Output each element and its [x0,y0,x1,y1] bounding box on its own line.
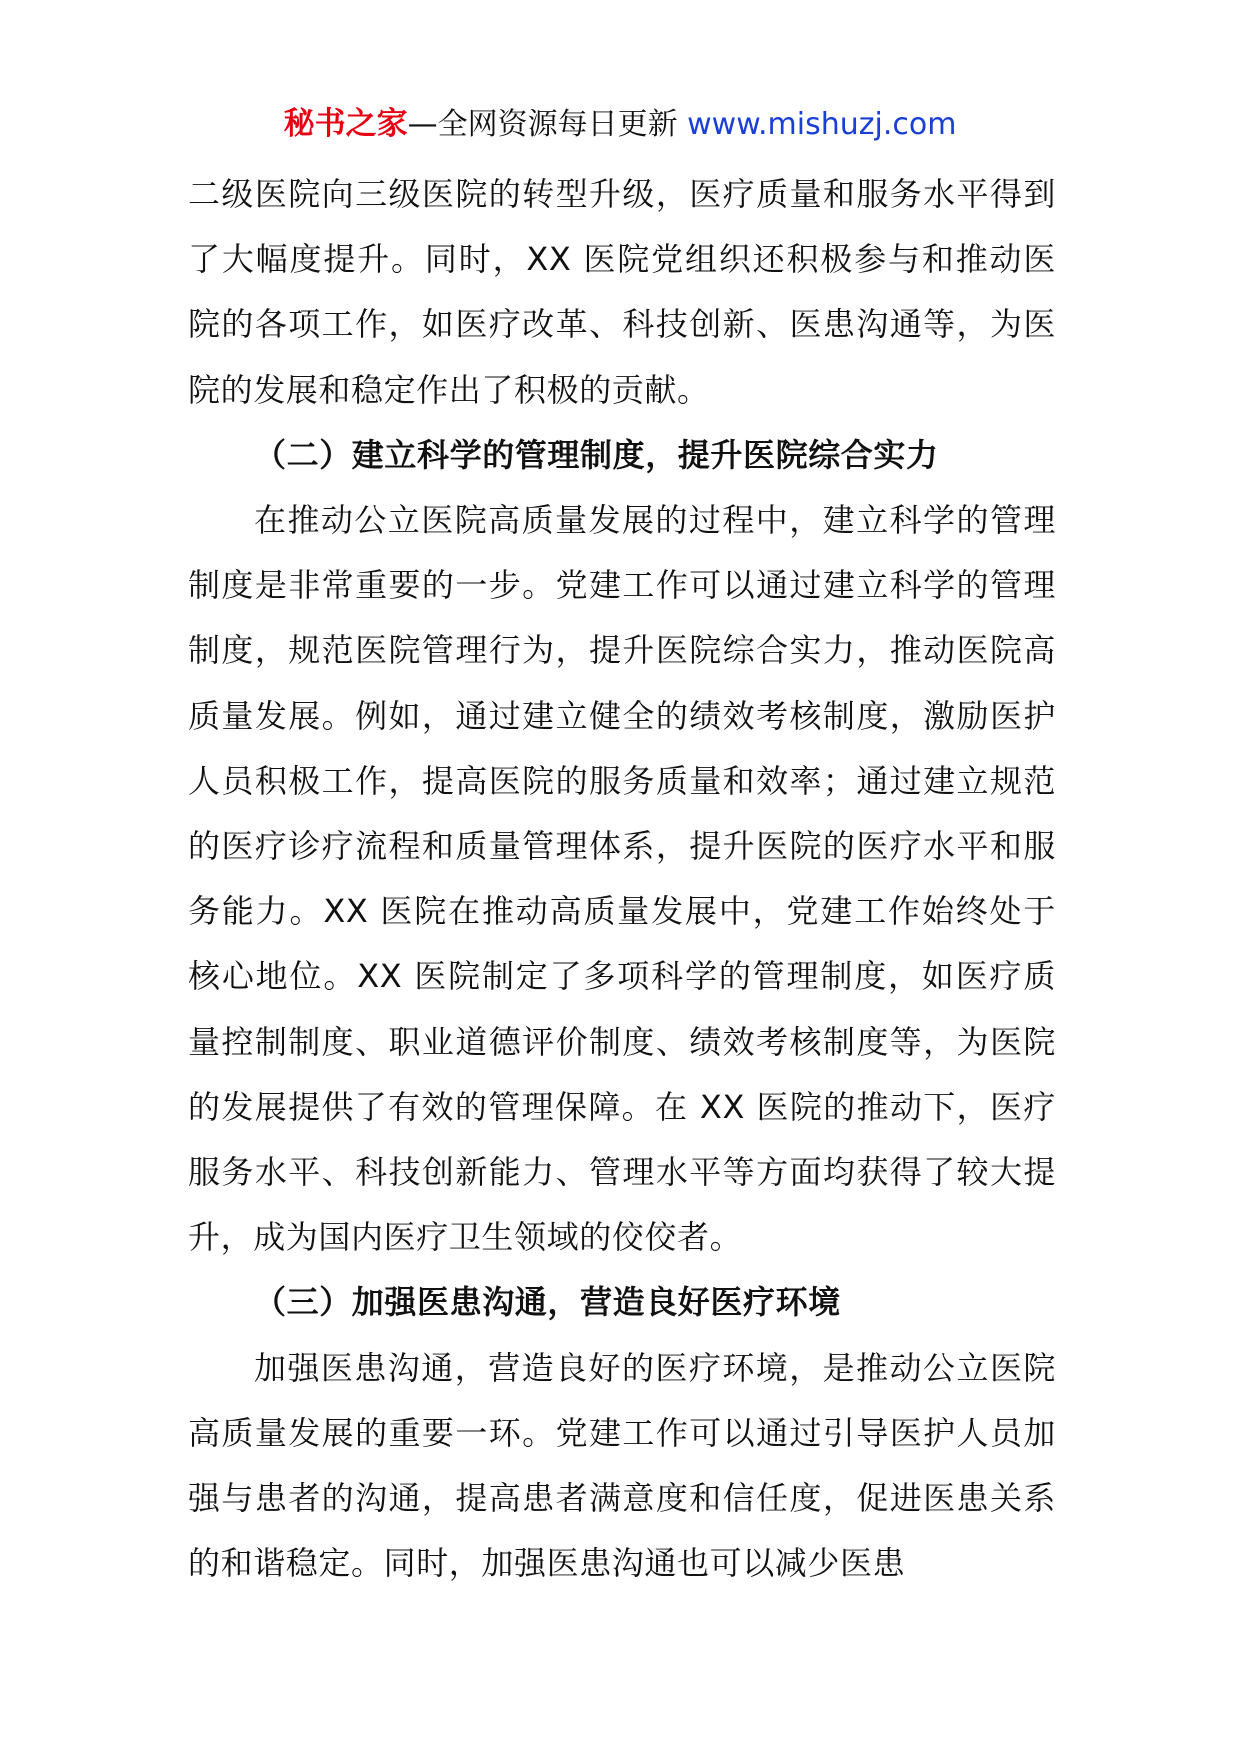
paragraph-communication: 加强医患沟通，营造良好的医疗环境，是推动公立医院高质量发展的重要一环。党建工作可以通过引导医护人员加强与患者的沟通，提高患者满意度和信任度，促进医患关系的和谐稳定。同时，加强医患沟通也可以减少医患 [188,1348,1056,1583]
paragraph-continued: 二级医院向三级医院的转型升级，医疗质量和服务水平得到了大幅度提升。同时，XX 医院党组织还积极参与和推动医院的各项工作，如医疗改革、科技创新、医患沟通等，为医院的发展和稳定作出了积极的贡献。 [188,175,1056,409]
paragraph-management: 在推动公立医院高质量发展的过程中，建立科学的管理制度是非常重要的一步。党建工作可以通过建立科学的管理制度，规范医院管理行为，提升医院综合实力，推动医院高质量发展。例如，通过建立健全的绩效考核制度，激励医护人员积极工作，提高医院的服务质量和效率；通过建立规范的医疗诊疗流程和质量管理体系，提升医院的医疗水平和服务能力。XX 医院在推动高质量发展中，党建工作始终处于核心地位。XX 医院制定了多项科学的管理制度，如医疗质量控制制度、职业道德评价制度、绩效考核制度等，为医院的发展提供了有效的管理保障。在 XX 医院的推动下，医疗服务水平、科技创新能力、管理水平等方面均获得了较大提升，成为国内医疗卫生领域的佼佼者。 [188,501,1056,1257]
site-header [0,100,1240,149]
brand-name: 秘书之家 [283,106,408,142]
site-url-link[interactable]: www.mishuzj.com [687,107,957,142]
section-heading-2: （二）建立科学的管理制度，提升医院综合实力 [254,435,939,474]
section-heading-3: （三）加强医患沟通，营造良好医疗环境 [254,1283,841,1322]
header-tagline: —全网资源每日更新 [407,107,688,142]
document-body [188,162,1056,1596]
